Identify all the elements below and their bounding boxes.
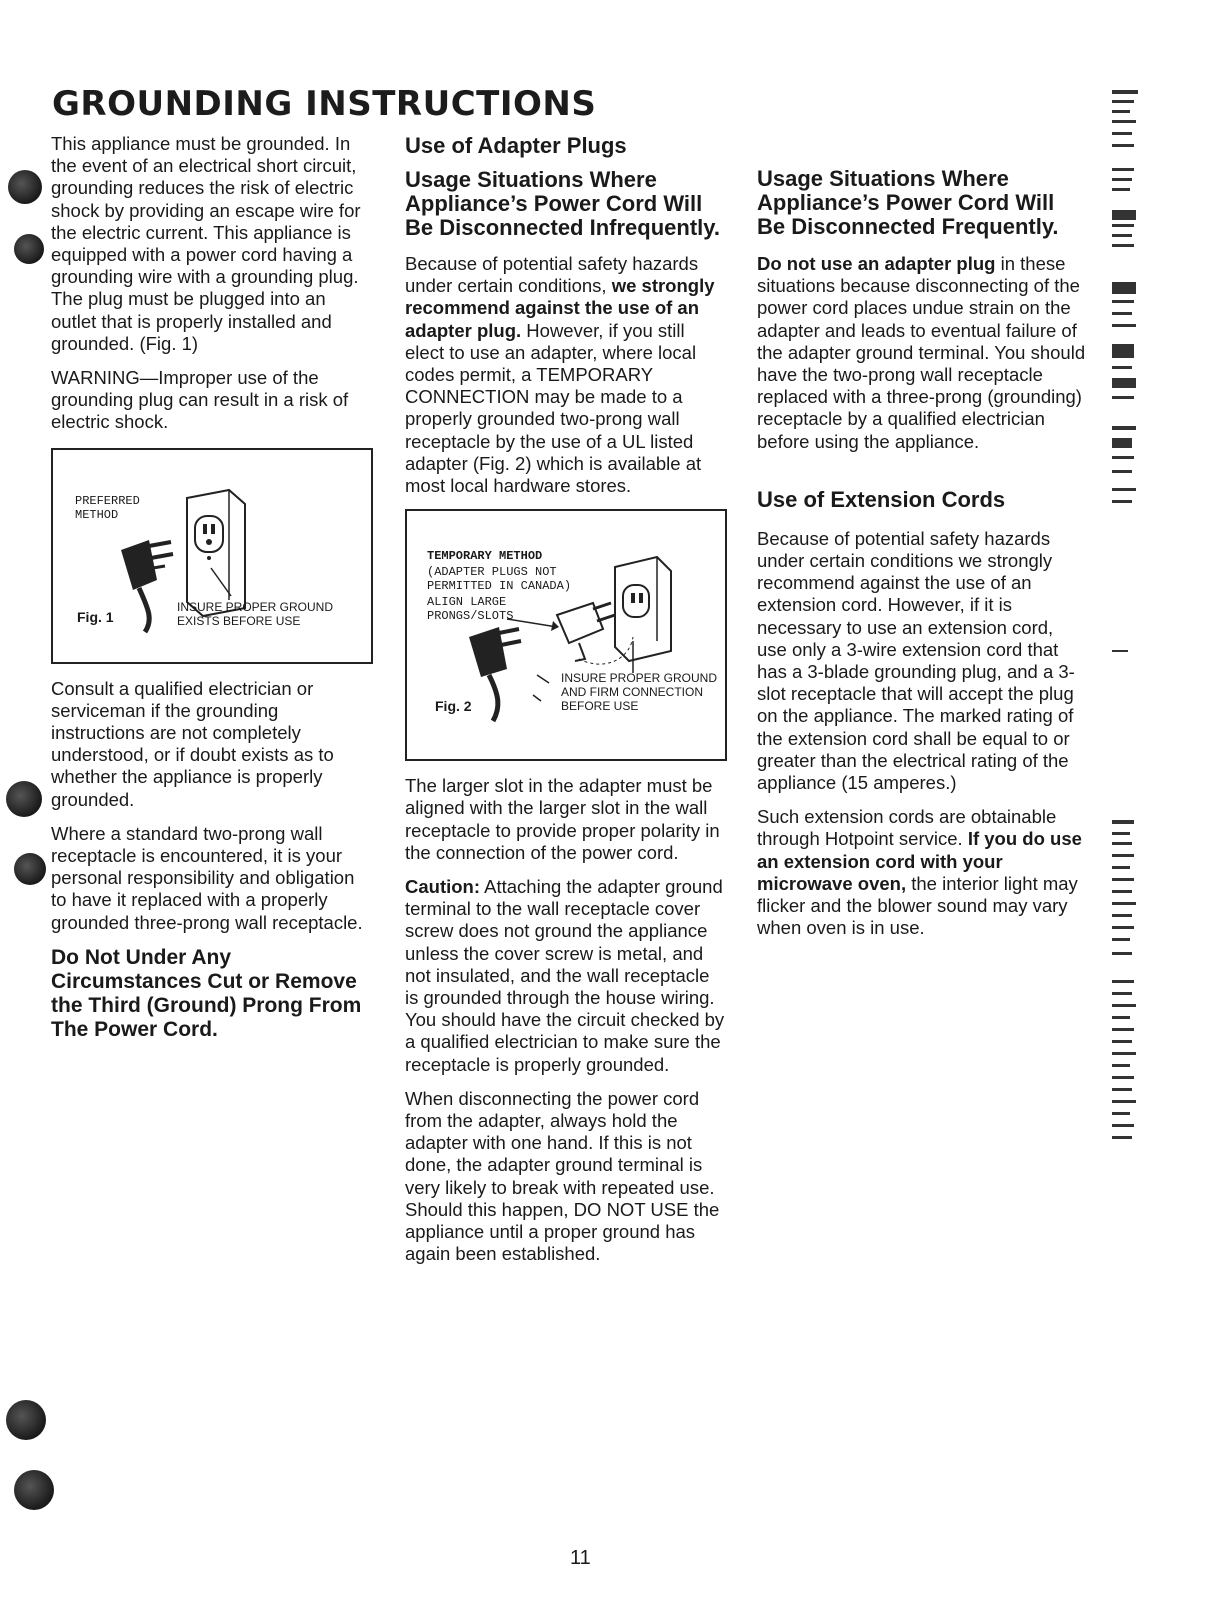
extension-cords-heading: Use of Extension Cords xyxy=(757,486,1006,512)
hotpoint-service-start: Such extension cords are obtainable through Hotpoint service. xyxy=(757,806,1057,850)
binder-hole xyxy=(8,170,42,204)
tab-marks-graphic xyxy=(1108,60,1148,1190)
preferred-method-illustration xyxy=(53,450,371,662)
microwave-extension-note: If you do use an extension cord with your microwave oven, xyxy=(757,828,1082,894)
binder-hole xyxy=(6,1400,46,1440)
column-right xyxy=(757,167,1087,951)
page-number: 11 xyxy=(570,1547,591,1569)
binder-hole xyxy=(14,1470,54,1510)
scan-edge-artifact xyxy=(1108,60,1148,1190)
binder-hole xyxy=(14,853,46,885)
figure-1-label: Fig. 1 xyxy=(77,608,114,625)
two-prong-paragraph: Where a standard two-prong wall receptacle is encountered, it is your personal responsibility and obligation to have it replaced with a properly grounded three-prong wall receptacle. xyxy=(51,822,363,933)
no-adapter-text: in these situations because disconnecting of the power cord places undue strain on the adapter and leads to eventual failure of the adapter ground terminal. You should have the two-prong wall receptacle replaced with a three-prong (grounding) receptacle by a qualified electrician before using the appliance. xyxy=(757,253,1086,452)
caution-label: Caution: xyxy=(405,876,481,898)
figure-1-preferred-method xyxy=(51,448,373,664)
column-middle xyxy=(405,133,727,1278)
grounding-intro-paragraph: This appliance must be grounded. In the event of an electrical short circuit, grounding reduces the risk of electric shock by providing an escape wire for the electric current. This appliance is equipped with a power cord having a grounding wire with a grounding plug. The plug must be plugged into an outlet that is properly installed and grounded. (Fig. 1) xyxy=(51,133,361,354)
infrequent-disconnect-heading: Usage Situations Where Appliance’s Power Cord Will Be Disconnected Infrequently. xyxy=(405,167,720,240)
figure-2-label: Fig. 2 xyxy=(435,698,472,715)
adapter-recommendation: we strongly recommend against the use of an adapter plug. xyxy=(405,275,715,341)
adapter-canada-note: (ADAPTER PLUGS NOT PERMITTED IN CANADA) xyxy=(427,565,572,594)
binder-hole xyxy=(6,781,42,817)
align-prongs-label: ALIGN LARGE PRONGS/SLOTS xyxy=(427,595,514,624)
disconnecting-paragraph: When disconnecting the power cord from the adapter, always hold the adapter with one hand. If this is not done, the adapter ground terminal is very likely to break with repeated use. Should this happen, DO NOT USE the appliance until a proper ground has again been established. xyxy=(405,1087,720,1265)
adapter-paragraph xyxy=(405,253,727,497)
warning-paragraph: WARNING—Improper use of the grounding plug can result in a risk of electric shock. xyxy=(51,367,349,433)
page-title: GROUNDING INSTRUCTIONS xyxy=(52,84,597,124)
no-adapter-paragraph xyxy=(757,253,1087,453)
extension-cord-paragraph: Because of potential safety hazards under certain conditions we strongly recommend against the use of an extension cord. However, if it is necessary to use an extension cord, use only a 3-wire extension cord that has a 3-blade grounding plug, and a 3-slot receptacle that will accept the plug on the appliance. The marked rating of the extension cord shall be equal to or greater than the electrical rating of the appliance (15 amperes.) xyxy=(757,527,1075,794)
insure-ground-label: INSURE PROPER GROUND EXISTS BEFORE USE xyxy=(177,599,334,628)
temporary-method-label: TEMPORARY METHOD xyxy=(427,549,543,564)
caution-text: Attaching the adapter ground terminal to the wall receptacle cover screw does not ground the appliance unless the cover screw is metal, and not insulated, and the wall receptacle is grounded through the house wiring. You should have the circuit checked by a qualified electrician to make sure the receptacle is properly grounded. xyxy=(405,876,725,1075)
do-not-cut-heading: Do Not Under Any Circumstances Cut or Remove the Third (Ground) Prong From The Power Cord. xyxy=(51,945,362,1041)
hotpoint-service-end: the interior light may flicker and the blower sound may vary when oven is in use. xyxy=(757,872,1078,939)
consult-electrician-paragraph: Consult a qualified electrician or serviceman if the grounding instructions are not completely understood, or if doubt exists as to whether the appliance is properly grounded. xyxy=(51,677,334,810)
preferred-method-label: PREFERRED METHOD xyxy=(75,493,140,522)
column-left xyxy=(51,133,373,1042)
binder-hole xyxy=(14,234,44,264)
insure-firm-connection-label: INSURE PROPER GROUND AND FIRM CONNECTION BEFORE USE xyxy=(561,671,718,714)
larger-slot-paragraph: The larger slot in the adapter must be aligned with the larger slot in the wall receptacle to provide proper polarity in the connection of the power cord. xyxy=(405,775,720,863)
no-adapter-label: Do not use an adapter plug xyxy=(757,253,996,274)
figure-2-temporary-method xyxy=(405,509,727,761)
adapter-plugs-heading: Use of Adapter Plugs xyxy=(405,133,627,158)
hotpoint-service-paragraph xyxy=(757,806,1087,939)
adapter-paragraph-end: However, if you still elect to use an adapter, where local codes permit, a TEMPORARY CONNECTION may be made to a properly grounded two-prong wall receptacle by the use of a UL listed adapter (Fig. 2) which is available at most local hardware stores. xyxy=(405,319,702,497)
adapter-paragraph-start: Because of potential safety hazards under certain conditions, xyxy=(405,253,699,297)
caution-paragraph xyxy=(405,876,727,1076)
frequent-disconnect-heading: Usage Situations Where Appliance’s Power Cord Will Be Disconnected Frequently. xyxy=(757,166,1059,239)
